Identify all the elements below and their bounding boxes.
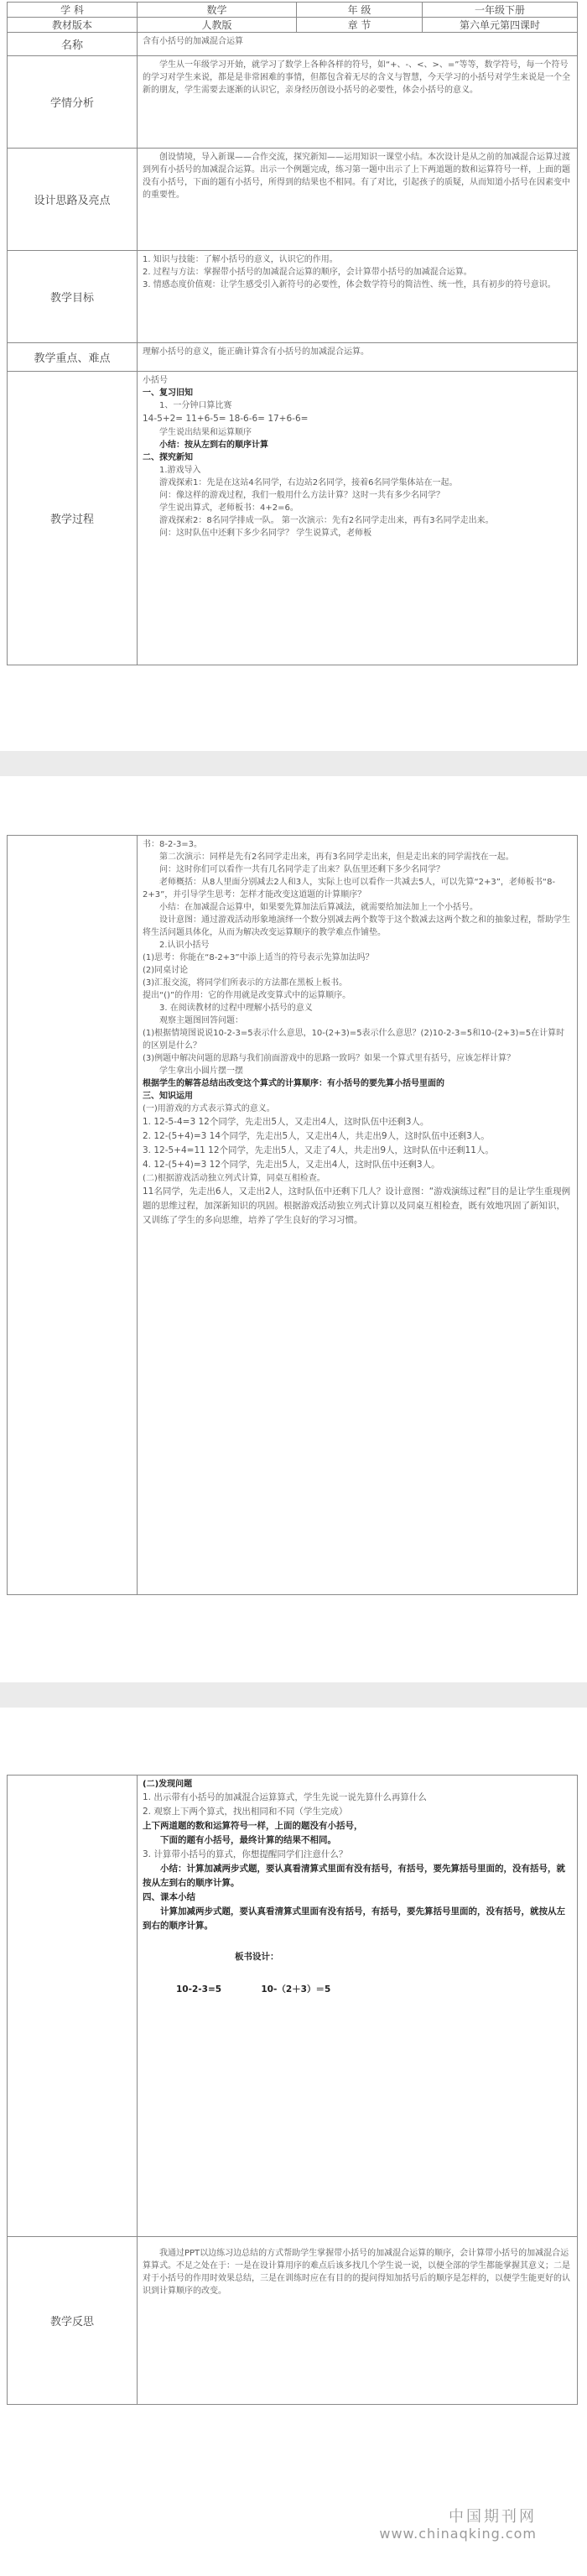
goal-item: 1. 知识与技能：了解小括号的意义，认识它的作用。 (143, 255, 338, 264)
page-gap (0, 751, 587, 776)
process-line: 3. 在阅读教材的过程中理解小括号的意义 (159, 1004, 313, 1013)
process-line: 第二次演示：同样是先有2名同学走出来，再有3名同学走出来，但是走出来的同学需找在一起。 (159, 853, 514, 862)
goals-text (138, 251, 577, 294)
process-label-empty (8, 1776, 138, 2237)
page-gap (0, 1682, 587, 1708)
analysis-label: 学情分析 (8, 56, 138, 149)
process-label: 教学过程 (8, 372, 138, 665)
process-line: 二、探究新知 (143, 453, 193, 462)
process-line: 三、知识运用 (143, 1092, 193, 1101)
process-line: 设计意图：通过游戏活动形象地演绎一个数分别减去两个数等于这个数减去这两个数之和的抽象过程，帮助学生将生活问题具体化，从而为解决改变运算顺序的教学难点作铺垫。 (143, 915, 570, 937)
process-line: 1. 12-5-4=3 12个同学，先走出5人，又走出4人，这时队伍中还剩3人。 (143, 1117, 429, 1127)
process-line: 4. 12-(5+4)=3 12个同学，先走出5人，又走出4人，这时队伍中还剩3人。 (143, 1160, 440, 1170)
process-line: 小结：按从左到右的顺序计算 (159, 441, 268, 450)
process-line: (2)同桌讨论 (143, 966, 189, 975)
edition-value: 人教版 (138, 18, 297, 33)
process-line: 1.游戏导入 (159, 466, 201, 475)
board-title: 板书设计： (235, 1952, 279, 1962)
process-line: 学生说出算式，老师板书：4+2=6。 (159, 503, 299, 513)
process-line: 问：像这样的游戏过程，我们一般用什么方法计算？这时一共有多少名同学？ (159, 491, 444, 500)
process-line: 小结：在加减混合运算中，如果要先算加法后算减法，就需要给加法加上一个小括号。 (159, 903, 478, 912)
process-line: 1. 出示带有小括号的加减混合运算算式，学生先说一说先算什么再算什么 (143, 1792, 427, 1802)
lesson-plan-table-continued (7, 835, 578, 1595)
goal-item: 3. 情感态度价值观：让学生感受引入新符号的必要性，体会数学符号的简洁性、统一性，具有初步的符号意识。 (143, 280, 556, 289)
process-line: 游戏探索2：8名同学排成一队。 第一次演示：先有2名同学走出来，再有3名同学走出来。 (159, 516, 494, 525)
process-line: 14-5+2= 11+6-5= 18-6-6= 17+6-6= (143, 414, 309, 424)
process-line: 四、课本小结 (143, 1892, 195, 1902)
process-line: 书：8-2-3=3。 (143, 840, 203, 849)
grade-value: 一年级下册 (423, 3, 578, 18)
goals-label: 教学目标 (8, 251, 138, 343)
footer-watermark-cn: 中国期刊网 (449, 2508, 537, 2526)
board-design (138, 1936, 577, 2000)
process-line: 2.认识小括号 (159, 941, 210, 950)
chapter-value: 第六单元第四课时 (423, 18, 578, 33)
process-line: (1)根据情境图说说10-2-3=5表示什么意思，10-(2+3)=5表示什么意思？(2)10-2-3=5和10-(2+3)=5在计算时的区别是什么？ (143, 1029, 565, 1051)
process-line: 观察主题图回答问题： (159, 1016, 243, 1025)
process-line: 学生说出结果和运算顺序 (159, 428, 252, 437)
process-line: 老师概括：从8人里面分别减去2人和3人，实际上也可以看作一共减去5人，可以先算“2+3”，老师板书“8-2+3”，并引导学生思考：怎样才能改变这道题的计算顺序？ (143, 878, 556, 900)
grade-label: 年 级 (297, 3, 423, 18)
document-page-1 (0, 0, 587, 734)
subject-value: 数学 (138, 3, 297, 18)
process-line: 一、复习旧知 (143, 388, 193, 398)
analysis-text: 学生从一年级学习开始，就学习了数学上各种各样的符号，如“+、-、<、>、=”等等，数学符号，每一个符号的学习对学生来说，都是是非常困难的事情，但都包含着无尽的含义与智慧，今天学习的小括号对学生来说是一个全新的朋友，学生需要去逐渐的认识它，亲身经历创设小括号的必要性，体会小括号的意义。 (143, 60, 570, 95)
process-line: 小括号 (143, 376, 168, 385)
board-equation-1: 10-2-3=5 (176, 1984, 222, 1995)
design-label: 设计思路及亮点 (8, 149, 138, 251)
process-line: (3)例题中解决问题的思路与我们前面游戏中的思路一致吗？如果一个算式里有括号，应该怎样计算？ (143, 1054, 516, 1063)
process-line: (3)汇报交流，将同学们所表示的方法都在黑板上板书。 (143, 978, 348, 988)
process-line: 3. 12-5+4=11 12个同学，先走出5人，又走了4人，共走出9人，这时队伍中还剩11人。 (143, 1145, 494, 1155)
footer-watermark-url: www.chinaqking.com (379, 2526, 537, 2542)
reflection-text: 我通过PPT以边练习边总结的方式帮助学生掌握带小括号的加减混合运算的顺序，会计算带小括号的加减混合运算算式。不足之处在于：一是在设计算用序的难点后该多找几个学生说一说，以便全部的学生都能掌握其意义；二是对于小括号的作用时效果总结，三是在训练时应在有目的的提问得知加括号后的顺序是怎样的，以便学生能更好的认识到计算顺序的改变。 (143, 2249, 570, 2296)
name-value: 含有小括号的加减混合运算 (143, 37, 243, 46)
process-line: 上下两道题的数和运算符号一样，上面的题没有小括号， (143, 1821, 363, 1831)
process-line: 根据学生的解答总结出改变这个算式的计算顺序：有小括号的要先算小括号里面的 (143, 1079, 444, 1088)
process-line: 3. 计算带小括号的算式，你想提醒同学们注意什么？ (143, 1849, 348, 1859)
design-text: 创设情境，导入新课——合作交流，探究新知——运用知识一课堂小结。本次设计是从之前的加减混合运算过渡到列有小括号的加减混合运算。出示一个例题完成，练习第一题中出示了上下两道题的数和运算符号一样，上面的题没有小括号，下面的题有小括号，所得到的结果也不相同。有了对比，引起孩子的质疑，从而知道小括号在因素变中的重要性。 (143, 153, 570, 200)
process-line: 学生拿出小圆片摆一摆 (159, 1066, 243, 1076)
key-label: 教学重点、难点 (8, 343, 138, 372)
reflect-label: 教学反思 (8, 2237, 138, 2405)
process-line: 2. 观察上下两个算式，找出相同和不同（学生完成） (143, 1807, 348, 1817)
process-line: 问：这时队伍中还剩下多少名同学？ 学生说算式，老师板 (159, 529, 372, 538)
document-page-2 (0, 785, 587, 1666)
chapter-label: 章 节 (297, 18, 423, 33)
process-line: 1、一分钟口算比赛 (159, 401, 232, 410)
process-line: (1)思考：你能在“8-2+3”中添上适当的符号表示先算加法吗？ (143, 953, 374, 962)
process-line: 11名同学，先走出6人，又走出2人，这时队伍中还剩下几人？设计意图：“游戏演练过程”目的是让学生重现例题的思维过程，加深新知识的巩固。根据游戏活动独立列式计算以及同桌互相检查，既有效地巩固了新知识，又训练了学生的多向思维，培养了学生良好的学习习惯。 (143, 1186, 571, 1225)
process-line: 提出“()”的作用：它的作用就是改变算式中的运算顺序。 (143, 991, 351, 1000)
process-part3 (138, 1776, 577, 1936)
lesson-plan-table-final (7, 1775, 578, 2405)
process-label-empty (8, 836, 138, 1595)
edition-label: 教材版本 (8, 18, 138, 33)
process-line: 小结：计算加减两步式题，要认真看清算式里面有没有括号，有括号，要先算括号里面的，没有括号，就按从左到右的顺序计算。 (143, 1864, 565, 1888)
key-text: 理解小括号的意义，能正确计算含有小括号的加减混合运算。 (143, 347, 369, 357)
process-part2 (138, 836, 577, 1230)
name-label: 名称 (8, 33, 138, 56)
subject-label: 学 科 (8, 3, 138, 18)
process-line: 下面的题有小括号，最终计算的结果不相同。 (160, 1835, 336, 1845)
process-part1 (138, 372, 577, 542)
process-line: (二)发现问题 (143, 1780, 193, 1789)
goal-item: 2. 过程与方法：掌握带小括号的加减混合运算的顺序，会计算带小括号的加减混合运算。 (143, 268, 472, 277)
board-equation-2: 10-（2＋3）＝5 (261, 1984, 331, 1995)
process-line: (一)用游戏的方式表示算式的意义。 (143, 1104, 275, 1113)
lesson-plan-table (7, 2, 578, 665)
process-line: 问：这时你们可以看作一共有几名同学走了出来？队伍里还剩下多少名同学？ (159, 865, 444, 874)
document-page-3 (0, 1716, 587, 2576)
process-line: (二)根据游戏活动独立列式计算，同桌互相检查。 (143, 1174, 325, 1183)
process-line: 2. 12-(5+4)=3 14个同学，先走出5人，又走出4人，共走出9人，这时队伍中还剩3人。 (143, 1131, 490, 1141)
process-line: 计算加减两步式题，要认真看清算式里面有没有括号，有括号，要先算括号里面的，没有括号，就按从左到右的顺序计算。 (143, 1906, 565, 1931)
process-line: 游戏探索1：先是在这站4名同学，右边站2名同学，接着6名同学集体站在一起。 (159, 478, 458, 488)
